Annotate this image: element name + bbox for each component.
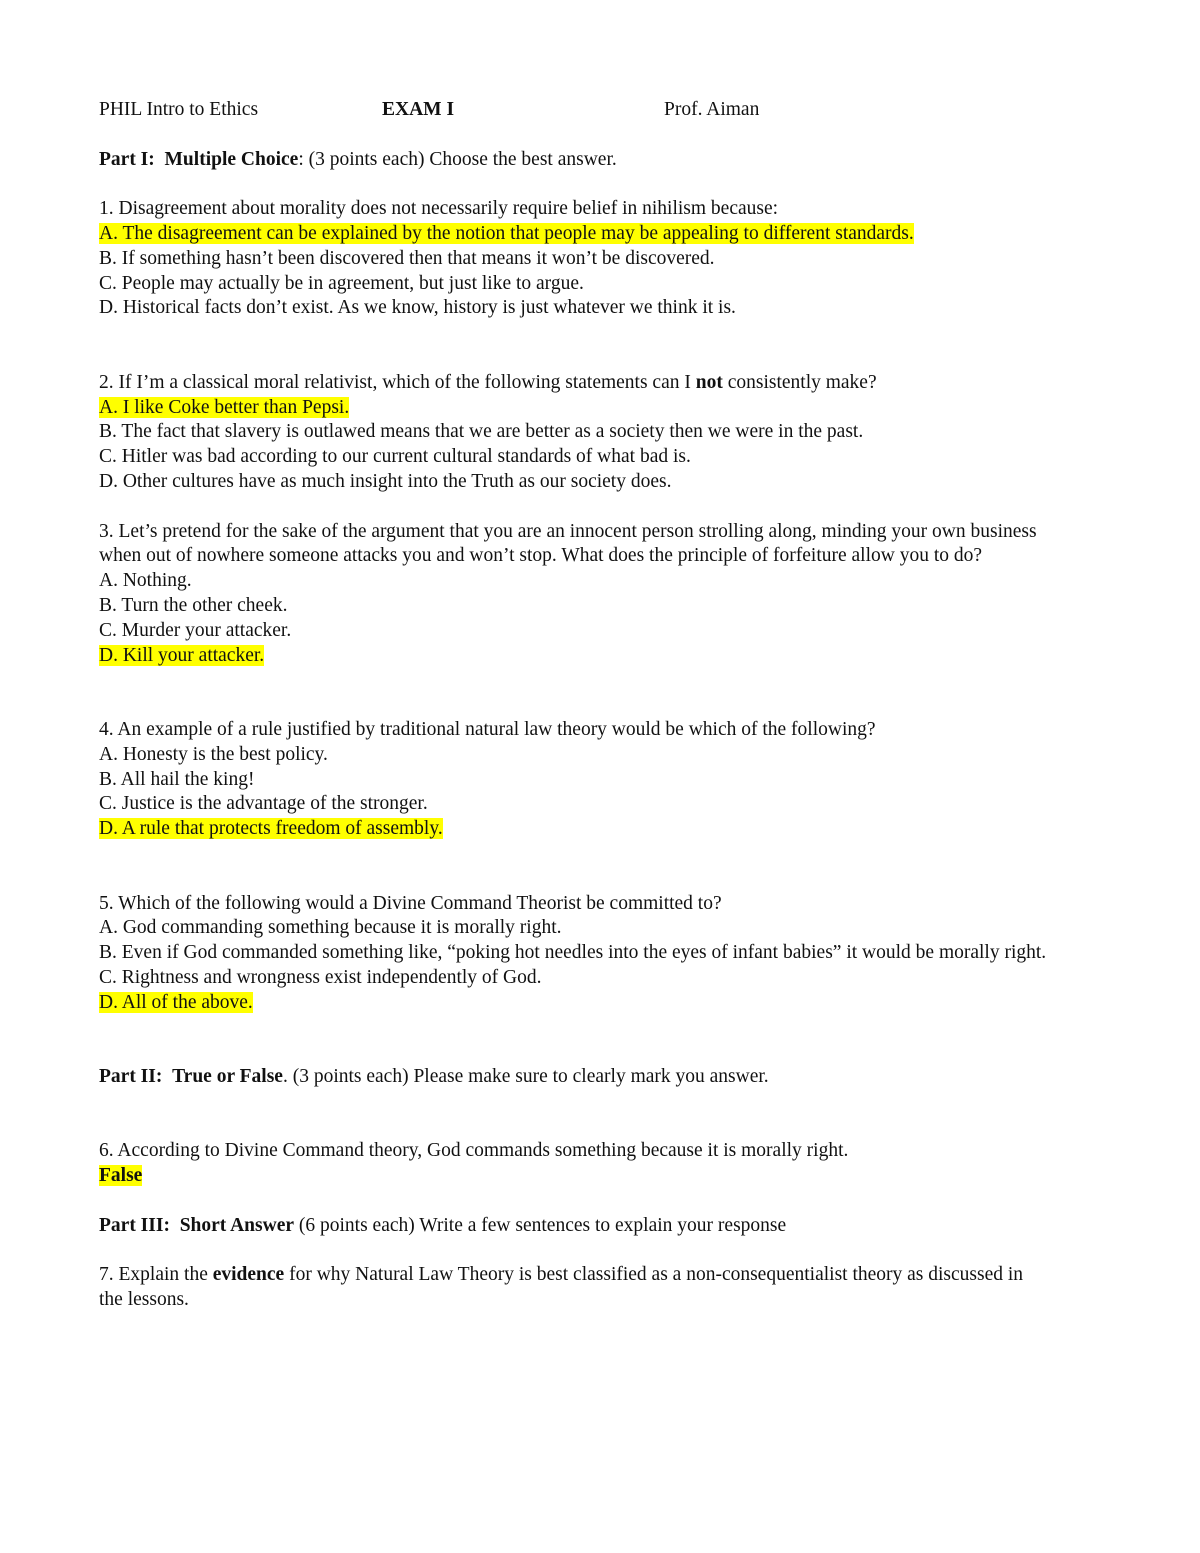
- question-4-option-b: B. All hail the king!: [99, 768, 255, 790]
- question-7-after: for why Natural Law Theory is best classified as a non-consequentialist theory as discussed in the lessons.: [99, 1264, 1024, 1311]
- part3-instructions: (6 points each) Write a few sentences to explain your response: [294, 1214, 787, 1236]
- question-2-option-a: A. I like Coke better than Pepsi.: [99, 396, 350, 418]
- question-1-stem: 1. Disagreement about morality does not necessarily require belief in nihilism because:: [99, 198, 779, 220]
- question-3: [99, 520, 1109, 669]
- question-2-option-c: C. Hitler was bad according to our current cultural standards of what bad is.: [99, 446, 691, 468]
- question-5-option-b: B. Even if God commanded something like, “poking hot needles into the eyes of infant babies” it would be morally right.: [99, 942, 1047, 964]
- professor-name: Prof. Aiman: [664, 99, 760, 120]
- question-6: [99, 1139, 1109, 1189]
- question-1-option-b: B. If something hasn’t been discovered then that means it won’t be discovered.: [99, 247, 715, 269]
- question-3-option-c: C. Murder your attacker.: [99, 619, 292, 641]
- question-7-before: 7. Explain the: [99, 1264, 213, 1286]
- question-7: [99, 1263, 1034, 1313]
- exam-title: EXAM I: [382, 99, 455, 120]
- part1-title: Multiple Choice: [164, 148, 299, 170]
- question-2: [99, 371, 1109, 495]
- question-5: [99, 892, 1109, 1016]
- question-2-stem: [99, 371, 1109, 396]
- question-2-option-b: B. The fact that slavery is outlawed means that we are better as a society then we were in the past.: [99, 421, 864, 443]
- question-5-option-c: C. Rightness and wrongness exist independently of God.: [99, 966, 542, 988]
- course-title: PHIL Intro to Ethics: [99, 99, 259, 120]
- part3-heading: [99, 1214, 1109, 1239]
- part2-heading: [99, 1065, 1109, 1090]
- question-6-stem: 6. According to Divine Command theory, God commands something because it is morally right.: [99, 1140, 849, 1162]
- part3-label: Part III:: [99, 1214, 170, 1236]
- part2-label: Part II:: [99, 1066, 163, 1088]
- question-4-option-c: C. Justice is the advantage of the stronger.: [99, 793, 428, 815]
- question-3-option-a: A. Nothing.: [99, 570, 192, 592]
- question-2-stem-before: 2. If I’m a classical moral relativist, which of the following statements can I: [99, 371, 696, 393]
- question-2-option-d: D. Other cultures have as much insight into the Truth as our society does.: [99, 470, 672, 492]
- question-1-option-c: C. People may actually be in agreement, but just like to argue.: [99, 272, 584, 294]
- part2-title: True or False: [172, 1066, 283, 1088]
- question-3-option-b: B. Turn the other cheek.: [99, 594, 288, 616]
- exam-document: [99, 98, 1109, 1313]
- question-1: [99, 197, 1109, 321]
- part3-title: Short Answer: [179, 1214, 294, 1236]
- question-4: [99, 718, 1109, 842]
- question-4-option-a: A. Honesty is the best policy.: [99, 743, 328, 765]
- question-6-answer: False: [99, 1165, 143, 1187]
- question-3-option-d: D. Kill your attacker.: [99, 644, 265, 666]
- question-1-option-d: D. Historical facts don’t exist. As we know, history is just whatever we think it is.: [99, 297, 736, 319]
- part2-instructions: . (3 points each) Please make sure to clearly mark you answer.: [282, 1066, 769, 1088]
- question-4-option-d: D. A rule that protects freedom of assembly.: [99, 818, 443, 840]
- question-3-stem: 3. Let’s pretend for the sake of the argument that you are an innocent person strolling along, minding your own business when out of nowhere someone attacks you and won’t stop. What does the principle of forfeiture allow you to do?: [99, 520, 1037, 567]
- question-5-option-d: D. All of the above.: [99, 991, 253, 1013]
- question-5-option-a: A. God commanding something because it is morally right.: [99, 917, 562, 939]
- question-7-bold: evidence: [212, 1264, 285, 1286]
- exam-header: [99, 98, 1109, 123]
- question-1-option-a: A. The disagreement can be explained by the notion that people may be appealing to different standards.: [99, 222, 914, 244]
- part1-instructions: : (3 points each) Choose the best answer.: [298, 148, 617, 170]
- question-2-stem-after: consistently make?: [722, 371, 877, 393]
- question-2-stem-bold: not: [695, 371, 723, 393]
- question-4-stem: 4. An example of a rule justified by traditional natural law theory would be which of the following?: [99, 718, 876, 740]
- part1-label: Part I:: [99, 148, 155, 170]
- part1-heading: [99, 148, 1109, 173]
- question-5-stem: 5. Which of the following would a Divine Command Theorist be committed to?: [99, 892, 722, 914]
